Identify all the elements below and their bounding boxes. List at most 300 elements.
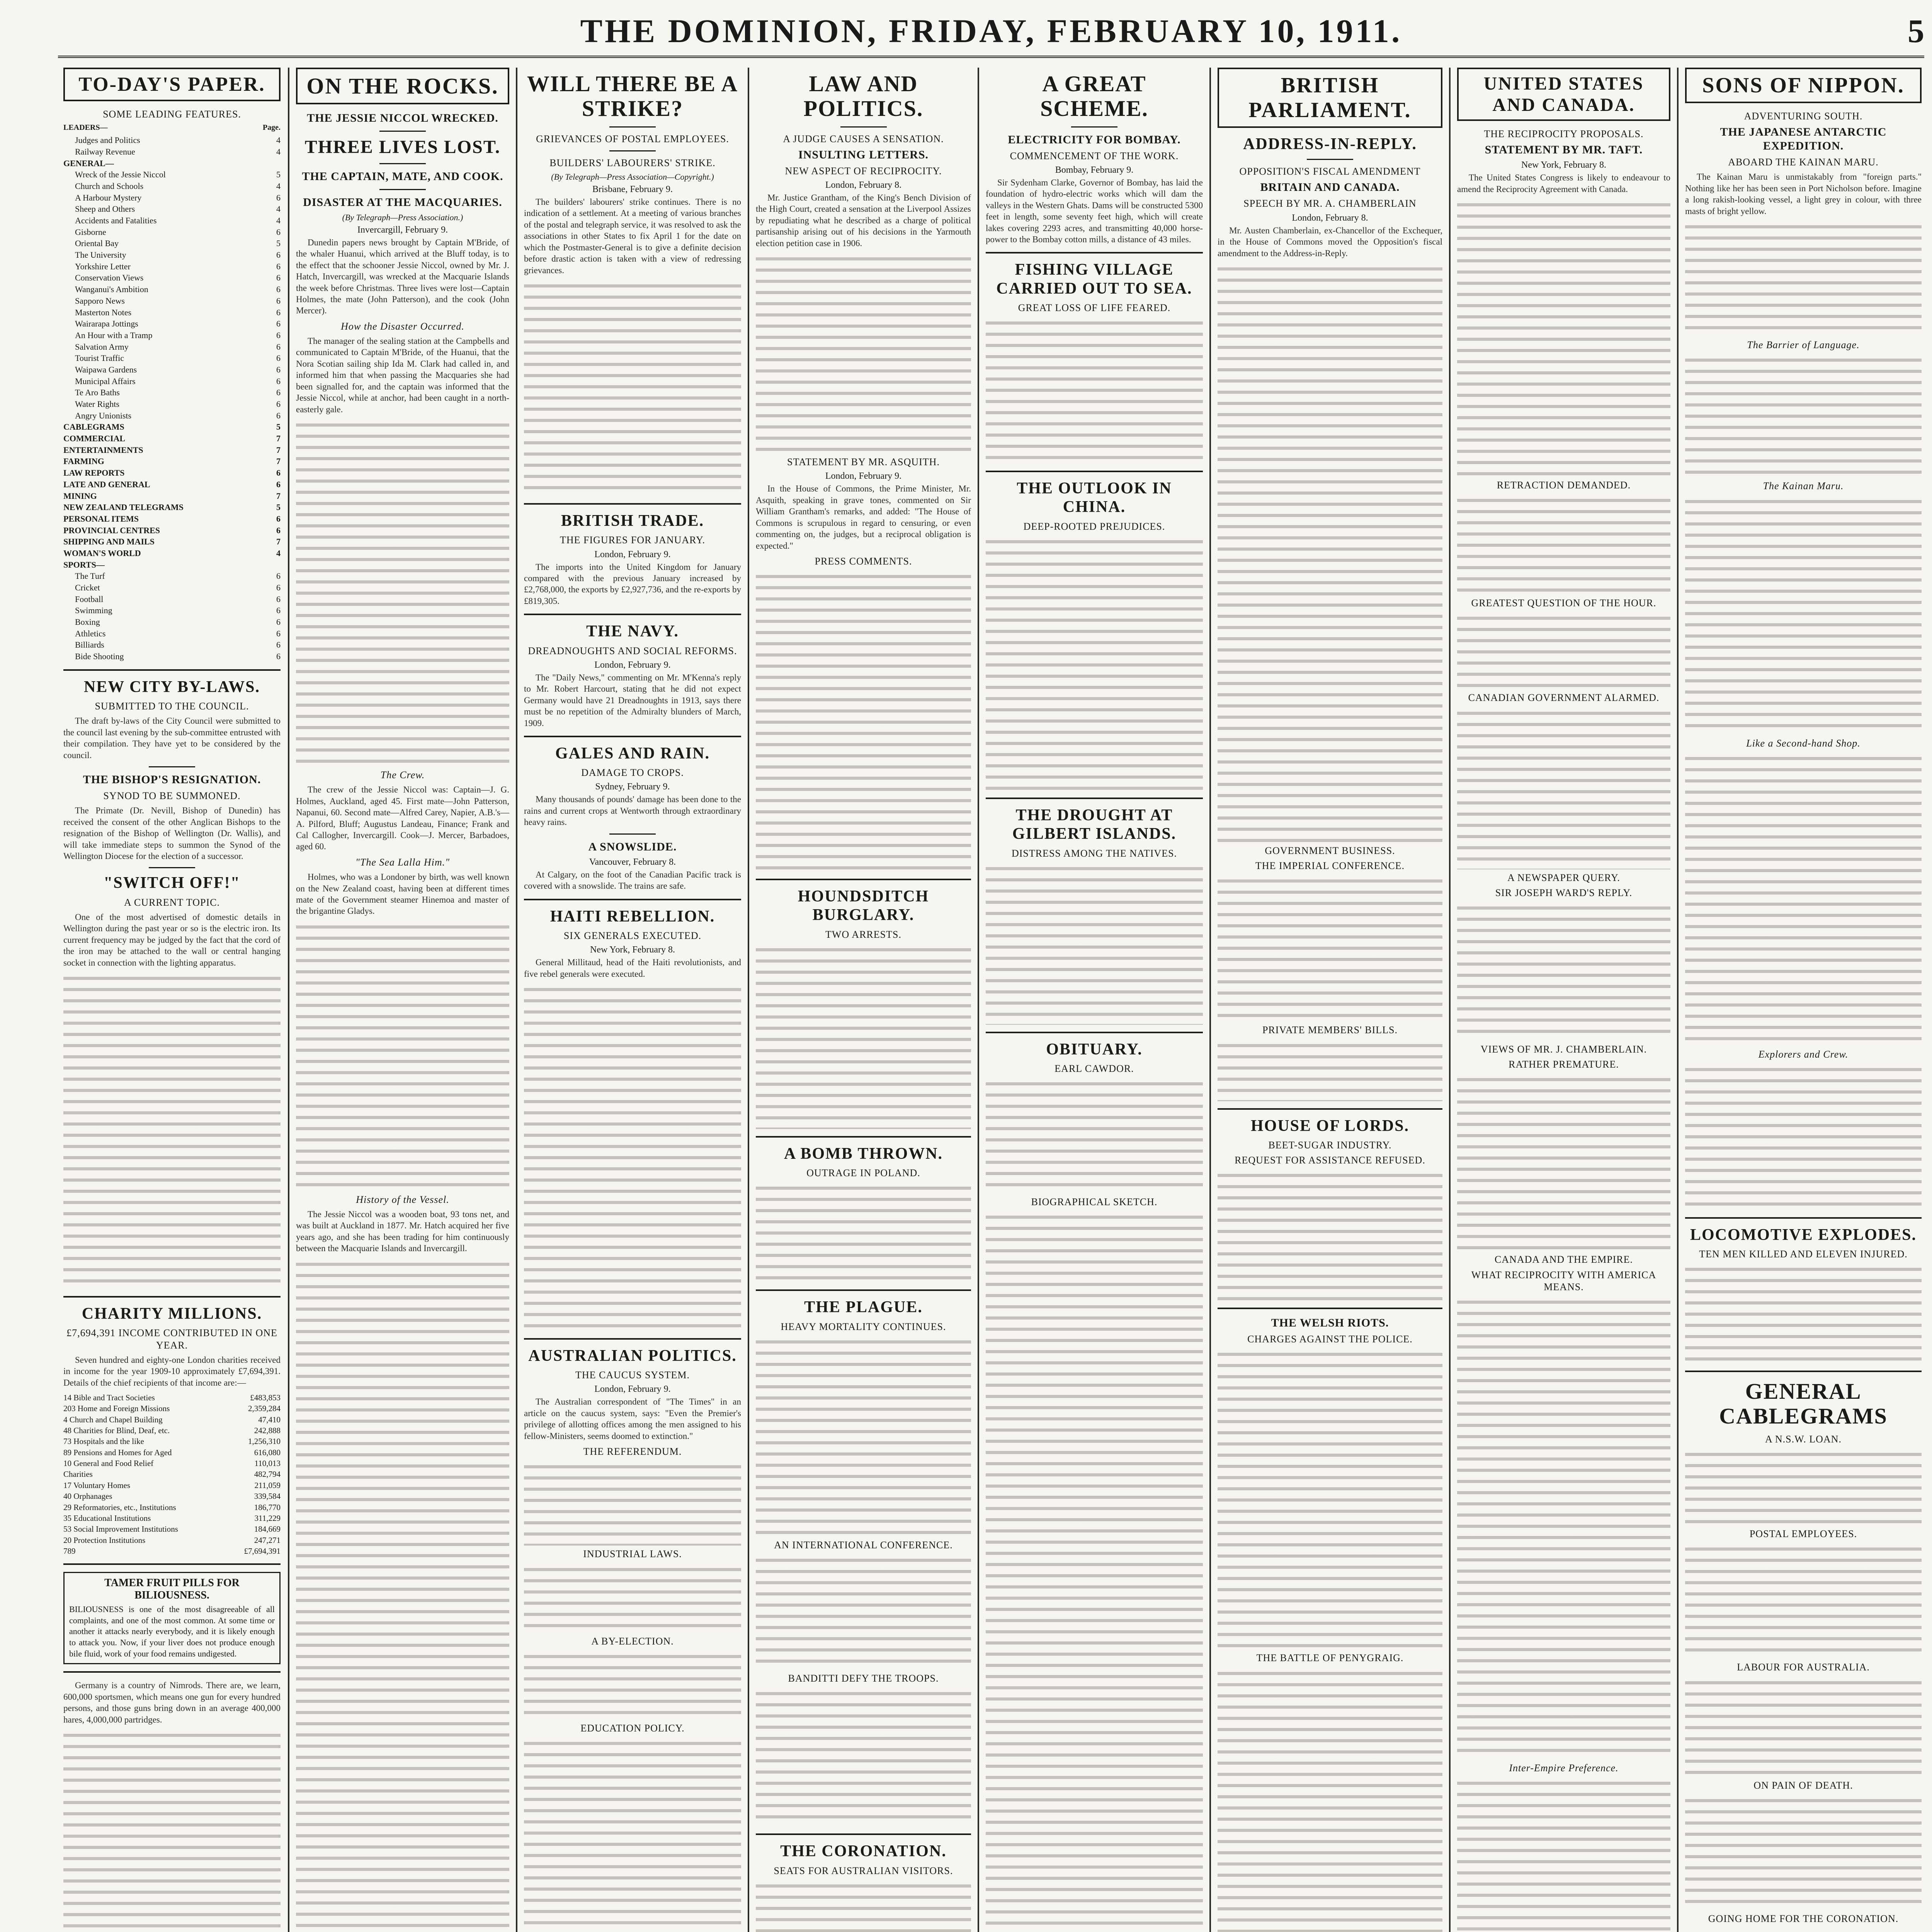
article-body-filler [1218,1667,1442,1932]
contents-item-label: Wreck of the Jessie Niccol [75,170,166,180]
law-politics-headline: LAW AND POLITICS. [803,71,923,121]
contents-item [63,307,281,318]
contents-item-page: 6 [276,617,281,627]
aus-politics-text: The Australian correspondent of "The Times" in an article on the caucus system, says: "Even the Premier's privilege of allotting offices among the men assigned to his fellow-Ministers, seems doomed to extinction." [524,1397,741,1441]
charity-row-label: 89 Pensions and Homes for Aged [63,1447,172,1457]
haiti-headline: HAITI REBELLION. [550,907,715,925]
pills-ad-text: BILIOUSNESS is one of the most disagreeable of all complaints, and one of the most common. At some time or another it attacks nearly everybody, and it is likely enough to attack you. Now, if your liver does not produce enough bile fluid, work of your food remains undigested. [69,1604,275,1658]
article-body-filler [1685,1928,1922,1932]
contents-item-page: 4 [276,216,281,225]
article-body-filler [756,253,971,454]
article-body-filler [1685,495,1922,735]
labour-australia-subhead: LABOUR FOR AUSTRALIA. [1737,1662,1870,1673]
bomb-subhead: OUTRAGE IN POLAND. [806,1167,920,1179]
wreck-text-1: Dunedin papers news brought by Captain M'Bride, of the whaler Huanui, which arrived at the Bluff today, is to the effect that the schooner Jessie Niccol, owned by Mr. J. Hatch, Invercargill, was wrecked at the Macquarie Islands the week before Christmas. Three lives were lost—Captain Holmes, the mate (John Patterson), and the cook (John Mercer). [296,237,509,316]
charity-row-value: 2,359,284 [248,1404,281,1413]
contents-item [63,433,281,444]
going-home-subhead: GOING HOME FOR THE CORONATION. [1708,1913,1899,1924]
law-subhead-3: NEW ASPECT OF RECIPROCITY. [785,165,942,177]
wreck-subhead-2: THREE LIVES LOST. [304,137,501,157]
obituary-headline: OBITUARY. [1046,1040,1143,1058]
contents-item-label: Water Rights [75,399,119,409]
divider [149,766,195,767]
contents-item [63,616,281,628]
press-comments-subhead: PRESS COMMENTS. [815,555,912,567]
article-body-filler [1457,494,1670,595]
bishop-headline: THE BISHOP'S RESIGNATION. [83,773,261,786]
contents-item-page: 6 [276,628,281,638]
plague-subhead: HEAVY MORTALITY CONTINUES. [781,1321,946,1332]
contents-item-label: Salvation Army [75,342,129,352]
column-on-the-rocks [291,68,515,1932]
contents-item-label: Athletics [75,628,106,638]
charity-row [63,1414,281,1425]
contents-item-page: 6 [276,479,281,489]
wreck-text-4: Holmes, who was a Londoner by birth, was well known on the New Zealand coast, having been at different times mate of the Government steamer Hinemoa and master of the brigantine Gladys. [296,872,509,916]
bishop-text: The Primate (Dr. Nevill, Bishop of Dunedin) has received the consent of the other Anglican Bishops to the resignation of the Bishop of Wellington (Dr. Wallis), and will take immediate steps to summon the Synod of the Wellington Diocese for the election of a successor. [63,806,281,861]
charity-row-label: 73 Hospitals and the like [63,1437,144,1446]
aus-politics-headline: AUSTRALIAN POLITICS. [528,1347,737,1365]
charity-row-value: 186,770 [254,1502,281,1512]
asquith-subhead: STATEMENT BY MR. ASQUITH. [787,456,940,468]
snowslide-place: Vancouver, February 8. [589,857,676,867]
divider [609,833,656,835]
charity-row-value: 1,256,310 [248,1437,281,1446]
charity-row-label: 10 General and Food Relief [63,1459,154,1468]
strike-subhead-2: BUILDERS' LABOURERS' STRIKE. [549,157,716,168]
us-canada-text: The United States Congress is likely to endeavour to amend the Reciprocity Agreement with Canada. [1457,173,1670,194]
contents-item [63,582,281,594]
pills-ad-headline: TAMER FRUIT PILLS FOR BILIOUSNESS. [104,1577,240,1602]
contents-item [63,410,281,422]
kainan-maru-subhead-2: The Kainan Maru. [1763,480,1844,492]
charity-row-value: £483,853 [250,1393,281,1403]
contents-item-label: The Turf [75,571,105,581]
antarctic-subhead: THE JAPANESE ANTARCTIC EXPEDITION. [1720,126,1887,153]
article-body-filler [986,862,1203,1025]
charity-row-label: 203 Home and Foreign Missions [63,1404,170,1413]
article-body-filler [1685,1263,1922,1364]
article-body-filler [986,317,1203,464]
contents-item [63,134,281,146]
contents-item-page: 4 [276,548,281,558]
contents-item [63,272,281,284]
contents-item [63,513,281,525]
education-policy-subhead: EDUCATION POLICY. [580,1722,685,1734]
kainan-text: The Kainan Maru is unmistakably from "foreign parts." Nothing like her has been seen in Port Nicholson before. Imagine a long rakish-looking vessel, a light grey in colour, with three masts of bright yellow. [1685,172,1922,216]
coronation-headline: THE CORONATION. [780,1842,947,1861]
contents-item [63,639,281,651]
charity-row-label: 14 Bible and Tract Societies [63,1393,155,1403]
contents-list [63,134,281,662]
contents-item [63,261,281,272]
charity-row [63,1491,281,1502]
contents-item [63,203,281,215]
trade-place: London, February 9. [594,549,671,560]
contents-item-page: 6 [276,594,281,604]
beet-sugar-subhead: BEET-SUGAR INDUSTRY. [1268,1139,1392,1151]
contents-item-label: LATE AND GENERAL [63,479,150,489]
contents-item [63,215,281,226]
article-body-filler [524,983,741,1331]
article-body-filler [1457,707,1670,869]
by-election-subhead: A BY-ELECTION. [591,1635,674,1647]
charity-row-value: 616,080 [254,1447,281,1457]
charity-row-value: 482,794 [254,1469,281,1479]
imperial-conference-subhead: THE IMPERIAL CONFERENCE. [1255,860,1405,872]
us-canada-place: New York, February 8. [1521,160,1606,170]
contents-item [63,387,281,398]
divider [379,163,426,164]
wreck-subhead-1: THE JESSIE NICCOL WRECKED. [307,112,498,124]
postal-employees-subhead: POSTAL EMPLOYEES. [1749,1528,1857,1540]
page-label: Page. [262,123,281,132]
contents-item [63,158,281,169]
bomb-headline: A BOMB THROWN. [784,1145,943,1163]
article-body-filler [1457,1296,1670,1760]
divider [609,150,656,151]
welsh-riots-subhead: THE WELSH RIOTS. [1271,1316,1389,1330]
contents-item-label: Conservation Views [75,273,144,283]
great-scheme-headline: A GREAT SCHEME. [1040,71,1148,121]
bylaws-text: The draft by-laws of the City Council were submitted to the council last evening by the sub-committee entrusted with their compilation. They have yet to be considered by the council. [63,716,281,760]
trade-text: The imports into the United Kingdom for January compared with the previous January increased by £2,768,000, the exports by £2,927,736, and the re-exports by £819,305. [524,562,741,606]
charity-row-value: 242,888 [254,1426,281,1435]
contents-item [63,594,281,605]
newspaper-query-subhead: A NEWSPAPER QUERY. [1507,872,1620,883]
divider [756,1289,971,1291]
contents-item-label: Waipawa Gardens [75,364,137,374]
gales-subhead: DAMAGE TO CROPS. [581,767,684,779]
contents-item [63,479,281,490]
charity-text: Seven hundred and eighty-one London charities received in income for the year 1909-10 approximately £7,694,391. Details of the chief recipients of that income are:— [63,1355,281,1388]
contents-item-page: 6 [276,284,281,294]
contents-item-page: 6 [276,330,281,340]
article-body-filler [524,1737,741,1932]
sons-of-nippon-headline: SONS OF NIPPON. [1685,68,1922,103]
divider [756,1833,971,1835]
lion-subhead: "The Sea Lalla Him." [355,856,450,868]
contents-item-page: 6 [276,342,281,352]
gales-headline: GALES AND RAIN. [555,744,710,762]
divider [524,1338,741,1340]
switch-subhead: A CURRENT TOPIC. [124,896,220,908]
column-todays-paper [58,68,286,1932]
charity-row-label: 789 [63,1546,76,1556]
contents-item-page: 7 [276,537,281,547]
article-body-filler [63,1729,281,1932]
contents-item-label: Accidents and Fatalities [75,216,157,225]
referendum-subhead: THE REFERENDUM. [583,1446,682,1458]
bombay-place: Bombay, February 9. [1055,165,1134,175]
charity-row [63,1524,281,1534]
contents-item-page: 6 [276,605,281,616]
contents-item-page: 6 [276,571,281,581]
china-headline: THE OUTLOOK IN CHINA. [1017,480,1172,516]
contents-item-page: 4 [276,181,281,191]
divider [1307,159,1353,160]
charity-row [63,1469,281,1480]
column-sons-of-nippon [1680,68,1927,1932]
contents-item-label: PROVINCIAL CENTRES [63,525,160,535]
column-great-scheme [980,68,1208,1932]
contents-item-label: Te Aro Baths [75,388,120,398]
article-body-filler [1218,1348,1442,1650]
govt-business-subhead: GOVERNMENT BUSINESS. [1265,845,1395,856]
divider [379,131,426,132]
article-body-filler [1685,354,1922,478]
article-body-filler [756,1687,971,1827]
article-body-filler [756,570,971,872]
bishop-subhead: SYNOD TO BE SUMMONED. [103,790,241,802]
contents-item-label: MINING [63,491,97,501]
contents-item-label: Wairarapa Jottings [75,319,138,329]
charity-row-value: 211,059 [254,1480,281,1490]
charity-row [63,1458,281,1469]
article-body-filler [756,1182,971,1282]
houndsditch-subhead: TWO ARRESTS. [825,929,901,940]
reciprocity-subhead: THE RECIPROCITY PROPOSALS. [1484,128,1644,139]
pills-advertisement [63,1572,281,1664]
contents-item-label: Church and Schools [75,181,144,191]
address-in-reply-subhead: ADDRESS-IN-REPLY. [1243,135,1417,153]
banditti-subhead: BANDITTI DEFY THE TROOPS. [788,1673,939,1684]
leaders-label: LEADERS— [63,123,108,132]
contents-item-label: SPORTS— [63,560,105,570]
column-us-canada [1452,68,1676,1932]
navy-subhead: DREADNOUGHTS AND SOCIAL REFORMS. [528,645,737,656]
charity-row [63,1425,281,1436]
article-body-filler [296,1258,509,1932]
divider [986,252,1203,253]
article-body-filler [1457,1777,1670,1932]
contents-item-page: 6 [276,388,281,398]
contents-item-page: 5 [276,170,281,180]
contents-item-label: Boxing [75,617,100,627]
on-the-rocks-title: ON THE ROCKS. [296,68,509,104]
strike-text: The builders' labourers' strike continues. There is no indication of a settlement. At a meeting of various branches of the postal and telegraph service, it was resolved to ask the associations in other States to fix April 1 for the date on which the Postmaster-General is to give a definite decision before drastic action is taken with a view of redressing grievances. [524,197,741,275]
charity-row [63,1502,281,1513]
charity-row [63,1436,281,1447]
divider [63,1671,281,1673]
divider [524,614,741,615]
govt-alarmed-subhead: CANADIAN GOVERNMENT ALARMED. [1468,692,1660,704]
british-parliament-headline: BRITISH PARLIAMENT. [1218,68,1442,128]
kainan-maru-subhead: ABOARD THE KAINAN MARU. [1728,156,1879,168]
drought-subhead: DISTRESS AMONG THE NATIVES. [1011,847,1177,859]
contents-item [63,444,281,456]
drought-headline: THE DROUGHT AT GILBERT ISLANDS. [1012,806,1177,843]
contents-item [63,318,281,330]
nsw-loan-subhead: A N.S.W. LOAN. [1765,1433,1842,1445]
asquith-text: In the House of Commons, the Prime Minister, Mr. Asquith, speaking in grave tones, commented on Sir William Grantham's remarks, and added: "The House of Commons is scrupulous in regard to censuring, or even commenting on, the judges, but a reciprocal obligation is expected." [756,484,971,551]
article-body-filler [986,536,1203,791]
houndsditch-headline: HOUNDSDITCH BURGLARY. [798,888,929,924]
charity-row-value: £7,694,391 [244,1546,281,1556]
contents-item [63,651,281,662]
article-body-filler [756,1336,971,1537]
charity-row [63,1535,281,1546]
navy-text: The "Daily News," commenting on Mr. M'Kenna's reply to Mr. Robert Harcourt, stating that he did not expect Germany would have 21 Dreadnoughts in 1913, says there must be no repetition of the Admiralty blunders of March, 1909. [524,672,741,728]
wreck-subhead-4: DISASTER AT THE MACQUARIES. [303,196,502,209]
wreck-text-5: The Jessie Niccol was a wooden boat, 93 tons net, and was built at Auckland in 1877. Mr. Hatch acquired her five years ago, and she has been trading for him continuously between the Macquarie Islands and Invercargill. [296,1209,509,1253]
divider [149,867,195,868]
column-rule [516,68,517,1932]
strike-place: Brisbane, February 9. [592,184,673,194]
taft-subhead: STATEMENT BY MR. TAFT. [1485,143,1643,156]
divider [63,1296,281,1298]
general-cablegrams-headline: GENERAL CABLEGRAMS [1719,1379,1888,1429]
wreck-dateline: (By Telegraph—Press Association.) [342,212,463,222]
charity-row [63,1513,281,1524]
contents-item-label: Gisborne [75,227,106,237]
divider [609,126,656,128]
charity-row-value: 247,271 [254,1535,281,1545]
parliament-text: Mr. Austen Chamberlain, ex-Chancellor of the Exchequer, in the House of Commons moved the Opposition's fiscal amendment to the Address-in-Reply. [1218,225,1442,258]
article-body-filler [1685,1677,1922,1777]
divider [756,1136,971,1138]
divider [1218,1108,1442,1110]
locomotive-headline: LOCOMOTIVE EXPLODES. [1690,1226,1917,1244]
switch-headline: "SWITCH OFF!" [104,874,240,892]
contents-item-page: 6 [276,410,281,420]
contents-item [63,341,281,353]
column-rule [1677,68,1679,1932]
column-strike [519,68,747,1932]
obituary-subhead: EARL CAWDOR. [1054,1063,1134,1075]
second-hand-shop-subhead: Like a Second-hand Shop. [1746,737,1861,749]
article-body-filler [1685,1448,1922,1526]
charity-row-label: 35 Educational Institutions [63,1513,151,1523]
contents-item-page: 6 [276,525,281,535]
divider [63,669,281,671]
china-subhead: DEEP-ROOTED PREJUDICES. [1023,520,1165,532]
contents-item-label: Municipal Affairs [75,376,136,386]
contents-item-page: 7 [276,434,281,444]
strike-subhead: GRIEVANCES OF POSTAL EMPLOYEES. [536,133,729,145]
contents-item [63,490,281,502]
history-subhead: History of the Vessel. [356,1194,449,1205]
article-body-filler [986,1211,1203,1932]
conference-subhead: AN INTERNATIONAL CONFERENCE. [774,1539,953,1551]
contents-item-page: 6 [276,514,281,524]
navy-place: London, February 9. [594,660,671,670]
contents-item-label: Football [75,594,104,604]
chamberlain-speech-subhead: SPEECH BY MR. A. CHAMBERLAIN [1243,198,1417,209]
law-text: Mr. Justice Grantham, of the King's Bench Division of the High Court, created a sensation at the Liverpool Assizes by repudiating what he described as a charge of political partisanship arising out of his decisions in the Yarmouth election petition case in 1906. [756,192,971,248]
contents-item-page: 6 [276,640,281,650]
contents-item-page: 6 [276,353,281,363]
contents-item-label: ENTERTAINMENTS [63,445,143,455]
divider [524,503,741,505]
chamberlain-views-subhead: VIEWS OF MR. J. CHAMBERLAIN. [1480,1044,1647,1055]
language-subhead: The Barrier of Language. [1747,339,1860,351]
column-british-parliament [1212,68,1448,1932]
article-body-filler [1218,875,1442,1022]
adventuring-subhead: ADVENTURING SOUTH. [1744,111,1863,122]
contents-item-page: 6 [276,192,281,202]
article-body-filler [524,1461,741,1546]
article-body-filler [1685,1543,1922,1659]
contents-item [63,352,281,364]
contents-item-label: Bide Shooting [75,651,124,662]
contents-item-page: 6 [276,651,281,662]
contents-item-label: A Harbour Mystery [75,192,142,202]
snowslide-text: At Calgary, on the foot of the Canadian Pacific track is covered with a snowslide. The trains are safe. [524,869,741,891]
contents-item [63,398,281,410]
charity-row-label: 17 Voluntary Homes [63,1480,131,1490]
haiti-place: New York, February 8. [590,945,675,955]
contents-item-label: Judges and Politics [75,135,140,145]
fiscal-amendment-subhead: OPPOSITION'S FISCAL AMENDMENT [1239,166,1421,177]
how-disaster-subhead: How the Disaster Occurred. [341,320,464,332]
ward-reply-subhead: SIR JOSEPH WARD'S REPLY. [1495,887,1633,898]
masthead [58,12,1924,58]
masthead-title: THE DOMINION, FRIDAY, FEBRUARY 10, 1911. [580,12,1402,49]
contents-item-label: Wanganui's Ambition [75,284,148,294]
contents-item [63,249,281,261]
germany-text: Germany is a country of Nimrods. There are, we learn, 600,000 sportsmen, which means one gun for every hundred persons, and those guns bring down in an average 400,000 hares, 4,000,000 partridges. [63,1680,281,1725]
coronation-subhead: SEATS FOR AUSTRALIAN VISITORS. [774,1865,953,1876]
contents-item-page: 5 [276,502,281,512]
contents-item [63,605,281,616]
switch-text: One of the most advertised of domestic details in Wellington during the past year or so is the electric iron. Its current frequency may be judged by the fact that the cord of the iron may be attached to the wall or central hanging socket in connection with the lighting apparatus. [63,912,281,968]
charity-row-value: 339,584 [254,1492,281,1501]
contents-item [63,146,281,158]
charity-row-value: 110,013 [254,1459,281,1468]
wreck-text-3: The crew of the Jessie Niccol was: Captain—J. G. Holmes, Auckland, aged 45. First mate—John Patterson, Napanui, 60. Second mate—Alfred Carey, Napier, A.B.'s—A. Pilford, Bluff; Augustus Landeau, Finance; Frank and Cal Callogher, Invercargill. Cook—J. Mercer, Barbadoes, aged 60. [296,785,509,852]
fishing-village-subhead: GREAT LOSS OF LIFE FEARED. [1018,302,1171,313]
charity-row [63,1392,281,1403]
charity-row-value: 184,669 [254,1524,281,1534]
contents-item [63,226,281,238]
trade-headline: BRITISH TRADE. [561,512,704,530]
contents-item-page: 6 [276,250,281,260]
strike-dateline: (By Telegraph—Press Association—Copyright.) [551,172,714,182]
charity-row-label: Charities [63,1469,93,1479]
article-body-filler [524,1563,741,1633]
aus-politics-subhead: THE CAUCUS SYSTEM. [575,1369,690,1381]
contents-item-label: Cricket [75,583,100,592]
divider [524,899,741,900]
column-rule [288,68,289,1932]
contents-item-page: 4 [276,135,281,145]
article-body-filler [63,972,281,1289]
contents-item-page: 5 [276,238,281,248]
aus-politics-place: London, February 9. [594,1384,671,1395]
charity-row-label: 29 Reformatories, etc., Institutions [63,1502,176,1512]
locomotive-subhead: TEN MEN KILLED AND ELEVEN INJURED. [1699,1248,1908,1260]
contents-item [63,284,281,295]
penygraig-subhead: THE BATTLE OF PENYGRAIG. [1256,1652,1404,1664]
charity-row [63,1480,281,1491]
contents-item [63,192,281,204]
contents-item [63,559,281,571]
wreck-subhead-3: THE CAPTAIN, MATE, AND COOK. [302,170,503,183]
article-body-filler [1685,1794,1922,1910]
parliament-place: London, February 8. [1292,213,1368,223]
us-canada-headline: UNITED STATES AND CANADA. [1457,68,1670,121]
column-rule [978,68,979,1932]
contents-item-label: CABLEGRAMS [63,422,124,432]
contents-header [63,123,281,132]
charity-row-label: 53 Social Improvement Institutions [63,1524,178,1534]
article-body-filler [1218,263,1442,842]
contents-item-label: WOMAN'S WORLD [63,548,141,558]
article-body-filler [756,1554,971,1670]
canada-empire-subhead: CANADA AND THE EMPIRE. [1494,1254,1633,1265]
page-number: 5 [1908,12,1924,49]
